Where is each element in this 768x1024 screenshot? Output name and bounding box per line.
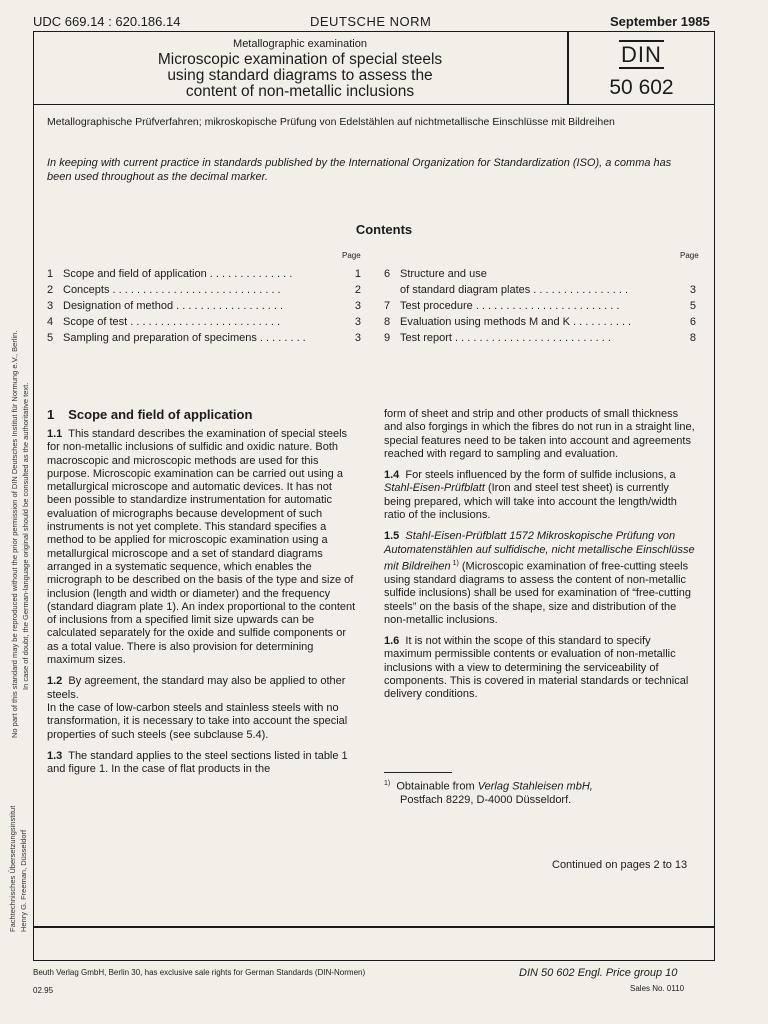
toc-right [384, 266, 696, 346]
toc-item[interactable]: 8 Evaluation using methods M and K . . . . . . . . . . 6 [384, 316, 696, 328]
german-title: Metallographische Prüfverfahren; mikroskopische Prüfung von Edelstählen auf nichtmetallische Einschlüsse mit Bildreihen [47, 116, 615, 128]
title-line-2: using standard diagrams to assess the [167, 67, 433, 84]
toc-item[interactable]: 9 Test report . . . . . . . . . . . . . . . . . . . . . . . . . . 8 [384, 332, 696, 344]
main-title [33, 52, 567, 100]
toc-item[interactable]: 7 Test procedure . . . . . . . . . . . . . . . . . . . . . . . . 5 [384, 300, 696, 312]
toc-item[interactable]: 1 Scope and field of application . . . . . . . . . . . . . . 1 [47, 268, 361, 280]
contents-heading: Contents [355, 222, 413, 237]
paragraph-1-6: 1.6 It is not within the scope of this standard to specify maximum permissible contents or evaluation of non-metallic inclusions with a view to determining the serviceability of components. This is covered in material standards or technical delivery conditions. [384, 635, 689, 701]
din-logo: DIN [621, 42, 662, 67]
translator-note: Fachtechnisches Übersetzungsinstitut [8, 805, 17, 932]
supertitle: Metallographic examination [233, 38, 367, 50]
udc-code: UDC 669.14 : 620.186.14 [33, 14, 181, 29]
iso-note: In keeping with current practice in standards published by the International Organization for Standardization (ISO), a comma has been used throughout as the decimal marker. [47, 157, 672, 183]
toc-item[interactable]: 6 Structure and use [384, 268, 487, 280]
toc-item[interactable]: of standard diagram plates . . . . . . . . . . . . . . . . 3 [400, 284, 696, 296]
copyright-notice: No part of this standard may be reproduced without the prior permission of DIN Deutsches Institut für Normung e.V., Berlin. [10, 330, 19, 738]
paragraph-cont: form of sheet and strip and other products of small thickness and also forgings in which the fibres do not run in a straight line, special features need to be taken into account and agreements reached with regard to sampling and evaluation. [384, 408, 695, 460]
right-column [384, 408, 698, 710]
print-code: 02.95 [33, 986, 54, 995]
toc-item[interactable]: 3 Designation of method . . . . . . . . . . . . . . . . . . 3 [47, 300, 361, 312]
norm-label: DEUTSCHE NORM [310, 14, 432, 29]
title-line-3: content of non-metallic inclusions [185, 83, 415, 100]
paragraph-1-2b: In the case of low-carbon steels and stainless steels with no transformation, it is necessary to take into account the special properties of such steels (see subclause 5.4). [47, 701, 348, 741]
footnote: $^{1)}$ Obtainable from Verlag Stahleisen mbH, Postfach 8229, D-4000 Düsseldorf. [384, 780, 593, 806]
toc-item[interactable]: 4 Scope of test . . . . . . . . . . . . . . . . . . . . . . . . . 3 [47, 316, 361, 328]
toc-item[interactable]: 2 Concepts . . . . . . . . . . . . . . . . . . . . . . . . . . . . 2 [47, 284, 361, 296]
toc-left [47, 266, 361, 346]
publisher-note: Beuth Verlag GmbH, Berlin 30, has exclusive sale rights for German Standards (DIN-Normen) [33, 968, 366, 977]
page-label-right: Page [680, 251, 699, 260]
left-column [47, 428, 357, 784]
paragraph-1-1: 1.1 This standard describes the examination of special steels for non-metallic inclusions of sulfidic and oxidic nature. Both macroscopic and microscopic methods are used for this purpose. Microscopic examination can be carried out using a metallurgical microscope and automatic devices. It has not been possible to standardize instrumentation for automatic evaluation of micrographs because development of such instruments is not yet complete. This standard specifies a method to be applied for microscopic examination using a metallurgical microscope and a set of standard diagrams arranged in a systematic sequence, which enables the micrograph to be described on the basis of the type and size of inclusion (length and width or diameter) and the frequency (standard diagram plate 1). An index proportional to the content of inclusions from a specified limit size upwards can be calculated separately for the oxide and sulfide components or as a total value. There is also provision for determining maximum sizes. [47, 428, 356, 667]
din-number: 50 602 [609, 76, 674, 99]
paragraph-1-2: 1.2 By agreement, the standard may also be applied to other steels. [47, 675, 346, 701]
footer-rule [33, 926, 715, 928]
translator-note-2: Henry G. Freeman, Düsseldorf [19, 829, 28, 932]
continued-note: Continued on pages 2 to 13 [552, 859, 688, 871]
issue-date: September 1985 [610, 14, 710, 29]
page-label-left: Page [342, 251, 361, 260]
paragraph-1-4: 1.4 For steels influenced by the form of sulfide inclusions, a Stahl-Eisen-Prüfblatt (Iron and steel test sheet) is currently being prepared, which will take into account the length/width ratio of the inclusions. [384, 469, 677, 522]
paragraph-1-5: 1.5 Stahl-Eisen-Prüfblatt 1572 Mikroskopische Prüfung von Automatenstählen auf sulfidische, nicht metallische Einschlüsse mit Bildreihen $^{1)}$ (Microscopic examination of free-cutting steels using standard diagrams to assess the content of non-metallic sulfide inclusions) shall be used for examination of “free-cutting steels” on the basis of the shape, size and distribution of the non-metallic inclusions. [384, 530, 695, 626]
title-line-1: Microscopic examination of special steels [157, 51, 443, 68]
section-heading: 1 Scope and field of application [47, 407, 253, 422]
toc-item[interactable]: 5 Sampling and preparation of specimens . . . . . . . . 3 [47, 332, 361, 344]
authority-notice: In case of doubt, the German-language original should be consulted as the authoritative text. [21, 382, 30, 690]
sales-number: Sales No. 0110 [630, 984, 685, 993]
footnote-rule [384, 772, 452, 773]
paragraph-1-3: 1.3 The standard applies to the steel sections listed in table 1 and figure 1. In the case of flat products in the [47, 749, 348, 776]
din-reference: DIN 50 602 Engl. Price group 10 [519, 967, 678, 979]
